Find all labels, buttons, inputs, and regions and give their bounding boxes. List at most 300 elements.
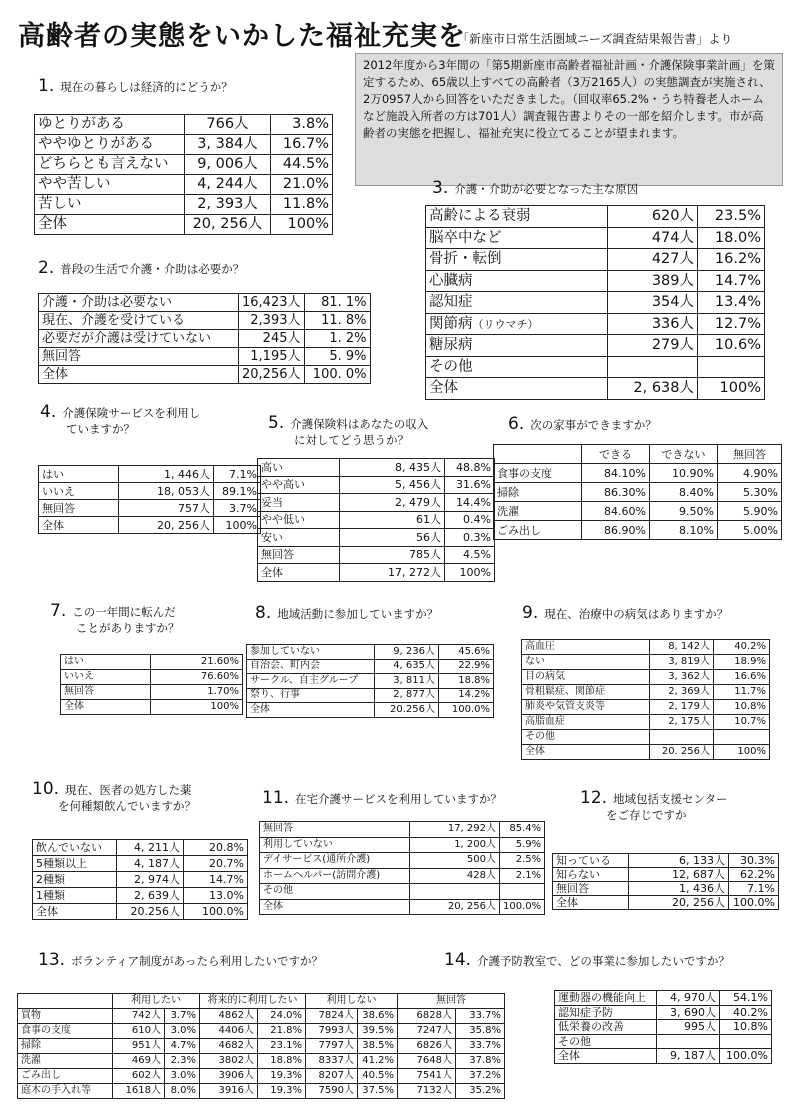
table-cell: 37.5%	[358, 1084, 398, 1099]
q5-table	[257, 458, 495, 582]
table-cell: 全体	[61, 700, 151, 715]
table-row	[39, 294, 371, 312]
table-cell: 21.8%	[258, 1024, 306, 1039]
table-cell: 7797人	[306, 1039, 358, 1054]
q10-title-line2: を何種類飲んでいますか？	[58, 799, 196, 813]
table-row	[494, 521, 782, 540]
q6-table	[493, 444, 782, 540]
table-cell: 運動器の機能向上	[555, 991, 657, 1006]
table-cell: 62.2%	[729, 868, 779, 882]
table-row	[426, 249, 765, 271]
table-row	[260, 837, 545, 853]
q13-title: ボランティア制度があったら利用したいですか？	[71, 954, 324, 968]
table-row	[39, 348, 371, 366]
table-row	[522, 670, 770, 685]
q4-title: 介護保険サービスを利用し	[62, 406, 201, 420]
table-cell: 飲んでいない	[33, 840, 117, 856]
table-row	[33, 840, 248, 856]
table-cell: 8207人	[306, 1069, 358, 1084]
q13-table	[17, 993, 505, 1099]
table-row	[522, 685, 770, 700]
table-cell: 全体	[39, 366, 239, 384]
table-row	[426, 206, 765, 228]
table-cell: 8, 142人	[650, 640, 714, 655]
table-cell: いいえ	[61, 670, 151, 685]
table-cell: 44.5%	[271, 155, 333, 175]
q3-table	[425, 205, 765, 400]
q2-title: 普段の生活で介護・介助は必要か？	[60, 262, 245, 276]
table-header-row	[18, 994, 505, 1009]
table-row	[247, 645, 494, 660]
q5-title: 介護保険料はあなたの収入	[290, 417, 429, 431]
table-cell: ごみ出し	[18, 1069, 113, 1084]
table-cell: 骨粗鬆症、関節症	[522, 685, 650, 700]
q8-table	[246, 644, 494, 718]
table-cell: ない	[522, 655, 650, 670]
table-cell: 2, 638人	[608, 378, 698, 400]
table-cell: 0.4%	[445, 511, 495, 529]
table-row	[553, 882, 779, 896]
table-row	[247, 688, 494, 703]
table-cell: 20, 256人	[629, 896, 729, 910]
table-cell: 肺炎や気管支炎等	[522, 700, 650, 715]
q10-table	[32, 839, 248, 920]
table-cell: 37.2%	[456, 1069, 505, 1084]
table-row	[18, 1024, 505, 1039]
table-cell: 23.1%	[258, 1039, 306, 1054]
table-row	[35, 155, 333, 175]
table-cell: 2, 639人	[117, 888, 184, 904]
table-row	[553, 896, 779, 910]
table-cell: 18, 053人	[119, 483, 214, 500]
table-cell: 279人	[608, 335, 698, 357]
table-cell: 12, 687人	[629, 868, 729, 882]
q13-number: 13.	[38, 950, 66, 970]
table-cell: 12.7%	[698, 313, 765, 335]
table-cell: 参加していない	[247, 645, 375, 660]
table-cell: 427人	[608, 249, 698, 271]
table-header-row	[494, 445, 782, 464]
table-cell: 3.7%	[165, 1009, 200, 1024]
table-row	[522, 655, 770, 670]
table-cell: 目の病気	[522, 670, 650, 685]
table-cell: 無回答	[553, 882, 629, 896]
q1-number: 1.	[38, 76, 55, 96]
table-cell: 40.2%	[720, 1005, 772, 1020]
q9-title: 現在、治療中の病気はありますか？	[544, 607, 729, 621]
table-cell	[608, 356, 698, 378]
table-cell: 2, 175人	[650, 715, 714, 730]
table-cell: 洗濯	[494, 502, 582, 521]
table-cell: やや苦しい	[35, 175, 185, 195]
table-cell: 妥当	[258, 494, 340, 512]
table-cell: 7.1%	[729, 882, 779, 896]
table-cell: 7541人	[398, 1069, 456, 1084]
table-row	[18, 1009, 505, 1024]
q3-heading	[432, 180, 638, 197]
table-cell: 洗濯	[18, 1054, 113, 1069]
table-cell: 無回答	[39, 500, 119, 517]
table-cell: 1種類	[33, 888, 117, 904]
table-cell: 757人	[119, 500, 214, 517]
table-cell: 100%	[271, 215, 333, 235]
table-cell: 18.8%	[439, 674, 494, 689]
q12-number: 12.	[580, 788, 608, 808]
table-cell: 関節病（リウマチ）	[426, 313, 608, 335]
table-cell: 全体	[426, 378, 608, 400]
table-cell: 脳卒中など	[426, 227, 608, 249]
table-cell: 高脂血症	[522, 715, 650, 730]
table-cell	[698, 356, 765, 378]
table-cell: 11.7%	[714, 685, 770, 700]
table-cell: 21.0%	[271, 175, 333, 195]
table-row	[494, 502, 782, 521]
table-cell: 1,195人	[239, 348, 305, 366]
table-header-cell: 無回答	[718, 445, 782, 464]
q12-heading	[580, 790, 728, 823]
table-cell: 1, 200人	[410, 837, 500, 853]
table-cell: 336人	[608, 313, 698, 335]
table-row	[555, 1034, 772, 1049]
q9-table	[521, 639, 770, 760]
q3-title: 介護・介助が必要となった主な原因	[454, 182, 639, 196]
table-row	[35, 115, 333, 135]
table-cell: 76.60%	[151, 670, 243, 685]
table-cell: 38.5%	[358, 1039, 398, 1054]
table-cell: その他	[260, 884, 410, 900]
table-cell: 100%	[445, 564, 495, 582]
table-cell: 2.5%	[500, 853, 545, 869]
table-row	[522, 700, 770, 715]
table-cell: 33.7%	[456, 1009, 505, 1024]
table-row	[35, 215, 333, 235]
table-cell: 4, 211人	[117, 840, 184, 856]
table-cell: 100%	[214, 517, 261, 534]
table-cell: 自治会、町内会	[247, 659, 375, 674]
table-cell: 7247人	[398, 1024, 456, 1039]
table-cell: 11.8%	[271, 195, 333, 215]
q9-heading	[522, 605, 728, 622]
table-cell: その他	[555, 1034, 657, 1049]
table-cell	[720, 1034, 772, 1049]
table-cell: 4682人	[200, 1039, 258, 1054]
table-cell	[650, 730, 714, 745]
table-cell: 245人	[239, 330, 305, 348]
table-cell: 利用していない	[260, 837, 410, 853]
table-cell: 3.7%	[214, 500, 261, 517]
table-header-cell: 将来的に利用したい	[200, 994, 306, 1009]
table-row	[258, 459, 495, 477]
table-cell: 24.0%	[258, 1009, 306, 1024]
table-cell: サークル、自主グループ	[247, 674, 375, 689]
table-cell: 100.0%	[500, 899, 545, 915]
table-cell: 18.9%	[714, 655, 770, 670]
table-cell: 40.2%	[714, 640, 770, 655]
table-cell: 認知症予防	[555, 1005, 657, 1020]
q5-title-line2: に対してどう思うか？	[294, 433, 409, 447]
table-cell: 100%	[714, 745, 770, 760]
q1-table	[34, 114, 333, 235]
table-cell: 無回答	[260, 822, 410, 838]
table-cell: 2, 369人	[650, 685, 714, 700]
table-cell: 10.8%	[714, 700, 770, 715]
table-row	[61, 655, 243, 670]
table-cell: 4.7%	[165, 1039, 200, 1054]
table-cell: 20.8%	[184, 840, 248, 856]
table-cell: 4, 970人	[657, 991, 720, 1006]
q2-heading	[38, 260, 244, 277]
table-row	[553, 868, 779, 882]
table-cell: 22.9%	[439, 659, 494, 674]
q5-heading	[268, 415, 428, 448]
table-cell: 20, 256人	[410, 899, 500, 915]
table-row	[260, 868, 545, 884]
table-cell: 86.30%	[582, 483, 650, 502]
q4-number: 4.	[40, 402, 57, 422]
table-row	[61, 700, 243, 715]
table-cell: 全体	[258, 564, 340, 582]
table-cell: 85.4%	[500, 822, 545, 838]
table-cell: ややゆとりがある	[35, 135, 185, 155]
table-row	[426, 356, 765, 378]
table-cell: 100.0%	[184, 904, 248, 920]
table-cell: 56人	[340, 529, 445, 547]
table-cell: 9, 006人	[185, 155, 271, 175]
table-cell: 2, 877人	[375, 688, 439, 703]
table-header-cell: できる	[582, 445, 650, 464]
table-cell: 全体	[522, 745, 650, 760]
table-cell: 23.5%	[698, 206, 765, 228]
table-cell	[657, 1034, 720, 1049]
table-cell: 全体	[33, 904, 117, 920]
table-row	[494, 464, 782, 483]
table-row	[555, 991, 772, 1006]
table-cell: 354人	[608, 292, 698, 314]
table-cell: 4, 244人	[185, 175, 271, 195]
table-cell: 18.8%	[258, 1054, 306, 1069]
table-cell: 7648人	[398, 1054, 456, 1069]
table-row	[258, 476, 495, 494]
table-row	[553, 854, 779, 868]
table-cell	[714, 730, 770, 745]
table-cell: 3, 384人	[185, 135, 271, 155]
table-row	[555, 1005, 772, 1020]
table-cell: 1, 446人	[119, 466, 214, 483]
table-row	[33, 872, 248, 888]
table-header-cell: 利用しない	[306, 994, 398, 1009]
table-header-cell	[494, 445, 582, 464]
q11-heading	[262, 790, 502, 807]
table-cell: 41.2%	[358, 1054, 398, 1069]
table-cell: ゆとりがある	[35, 115, 185, 135]
table-cell: 19.3%	[258, 1069, 306, 1084]
table-cell: 庭木の手入れ等	[18, 1084, 113, 1099]
table-cell: 21.60%	[151, 655, 243, 670]
table-row	[258, 564, 495, 582]
table-cell: 100%	[151, 700, 243, 715]
table-cell: 3906人	[200, 1069, 258, 1084]
table-cell: どちらとも言えない	[35, 155, 185, 175]
q3-note: （リウマチ）	[472, 317, 539, 331]
table-cell: 33.7%	[456, 1039, 505, 1054]
table-cell: 高い	[258, 459, 340, 477]
table-cell: 17, 292人	[410, 822, 500, 838]
table-cell: 951人	[113, 1039, 165, 1054]
table-cell: 9, 187人	[657, 1049, 720, 1064]
table-cell: 7993人	[306, 1024, 358, 1039]
table-cell: 7590人	[306, 1084, 358, 1099]
table-cell: ごみ出し	[494, 521, 582, 540]
q2-number: 2.	[38, 258, 55, 278]
table-cell: 7132人	[398, 1084, 456, 1099]
table-cell: 48.8%	[445, 459, 495, 477]
table-cell: 3.8%	[271, 115, 333, 135]
table-cell: 8.40%	[650, 483, 718, 502]
table-row	[39, 330, 371, 348]
table-cell: 17, 272人	[340, 564, 445, 582]
table-cell: 84.60%	[582, 502, 650, 521]
table-cell: 100.0%	[720, 1049, 772, 1064]
q7-number: 7.	[50, 601, 67, 621]
table-row	[39, 500, 261, 517]
table-row	[426, 335, 765, 357]
table-cell: 全体	[553, 896, 629, 910]
table-cell: 20.7%	[184, 856, 248, 872]
table-cell: 37.8%	[456, 1054, 505, 1069]
table-cell: 買物	[18, 1009, 113, 1024]
table-cell: 2,393人	[239, 312, 305, 330]
table-cell: 100.0%	[439, 703, 494, 718]
table-cell: 602人	[113, 1069, 165, 1084]
table-row	[494, 483, 782, 502]
table-cell: 1.70%	[151, 685, 243, 700]
table-cell: 81. 1%	[304, 294, 370, 312]
table-cell: 心臓病	[426, 270, 608, 292]
q7-heading	[50, 603, 180, 636]
table-cell: 糖尿病	[426, 335, 608, 357]
table-row	[258, 511, 495, 529]
q10-title: 現在、医者の処方した薬	[65, 783, 192, 797]
table-cell: 35.2%	[456, 1084, 505, 1099]
table-cell: ホームヘルパー(訪問介護)	[260, 868, 410, 884]
q8-heading	[255, 605, 438, 622]
q10-number: 10.	[32, 779, 60, 799]
table-cell: 45.6%	[439, 645, 494, 660]
table-cell: 掃除	[18, 1039, 113, 1054]
table-cell: 2.1%	[500, 868, 545, 884]
table-row	[33, 904, 248, 920]
table-cell: 低栄養の改善	[555, 1020, 657, 1035]
table-row	[247, 659, 494, 674]
table-row	[18, 1084, 505, 1099]
table-cell: 100. 0%	[304, 366, 370, 384]
table-cell: はい	[61, 655, 151, 670]
table-row	[522, 640, 770, 655]
table-header-cell: できない	[650, 445, 718, 464]
q11-title: 在宅介護サービスを利用していますか？	[295, 792, 503, 806]
table-cell: 8337人	[306, 1054, 358, 1069]
q7-title: この一年間に転んだ	[72, 605, 176, 619]
table-cell: 祭り、行事	[247, 688, 375, 703]
table-cell: 500人	[410, 853, 500, 869]
q7-table	[60, 654, 243, 715]
table-cell: 16.2%	[698, 249, 765, 271]
q14-number: 14.	[444, 950, 472, 970]
q4-heading	[40, 404, 200, 437]
table-cell: 2.3%	[165, 1054, 200, 1069]
table-cell: 全体	[247, 703, 375, 718]
table-cell: 100%	[698, 378, 765, 400]
table-cell: 介護・介助は必要ない	[39, 294, 239, 312]
table-row	[35, 175, 333, 195]
q6-number: 6.	[508, 414, 525, 434]
table-cell: 10.8%	[720, 1020, 772, 1035]
table-row	[39, 312, 371, 330]
table-cell: 1. 2%	[304, 330, 370, 348]
table-cell: 742人	[113, 1009, 165, 1024]
table-cell: 9, 236人	[375, 645, 439, 660]
q7-title-line2: ことがありますか？	[76, 621, 180, 635]
table-cell: 474人	[608, 227, 698, 249]
table-row	[35, 195, 333, 215]
table-row	[426, 313, 765, 335]
q4-title-line2: ていますか？	[66, 422, 135, 436]
q2-table	[38, 293, 371, 384]
table-row	[258, 529, 495, 547]
table-row	[35, 135, 333, 155]
source-citation: 「新座市日常生活圏域ニーズ調査結果報告書」より	[457, 32, 733, 46]
table-cell: 全体	[260, 899, 410, 915]
table-cell: 16,423人	[239, 294, 305, 312]
table-row	[39, 483, 261, 500]
table-cell: 食事の支度	[18, 1024, 113, 1039]
table-cell: 全体	[35, 215, 185, 235]
table-cell: 84.10%	[582, 464, 650, 483]
table-cell: 20.256人	[117, 904, 184, 920]
table-cell: 785人	[340, 546, 445, 564]
table-cell: 18.0%	[698, 227, 765, 249]
table-cell: 31.6%	[445, 476, 495, 494]
table-cell: 16.7%	[271, 135, 333, 155]
table-cell: 苦しい	[35, 195, 185, 215]
table-row	[39, 366, 371, 384]
table-cell: 0.3%	[445, 529, 495, 547]
table-cell: 5.9%	[500, 837, 545, 853]
table-row	[522, 715, 770, 730]
table-cell: 20.256人	[375, 703, 439, 718]
table-row	[258, 546, 495, 564]
table-row	[426, 292, 765, 314]
table-cell: 10.6%	[698, 335, 765, 357]
table-cell: 766人	[185, 115, 271, 135]
table-row	[260, 899, 545, 915]
table-cell: 5種類以上	[33, 856, 117, 872]
table-cell: 高齢による衰弱	[426, 206, 608, 228]
table-row	[426, 378, 765, 400]
table-cell: 無回答	[258, 546, 340, 564]
table-cell: 無回答	[61, 685, 151, 700]
q8-title: 地域活動に参加していますか？	[277, 607, 439, 621]
table-cell: その他	[426, 356, 608, 378]
q10-heading	[32, 781, 196, 814]
table-cell: 54.1%	[720, 991, 772, 1006]
table-row	[260, 822, 545, 838]
table-cell: 必要だが介護は受けていない	[39, 330, 239, 348]
table-cell: 8.0%	[165, 1084, 200, 1099]
table-cell: 3.0%	[165, 1024, 200, 1039]
q8-number: 8.	[255, 603, 272, 623]
table-cell: 6826人	[398, 1039, 456, 1054]
